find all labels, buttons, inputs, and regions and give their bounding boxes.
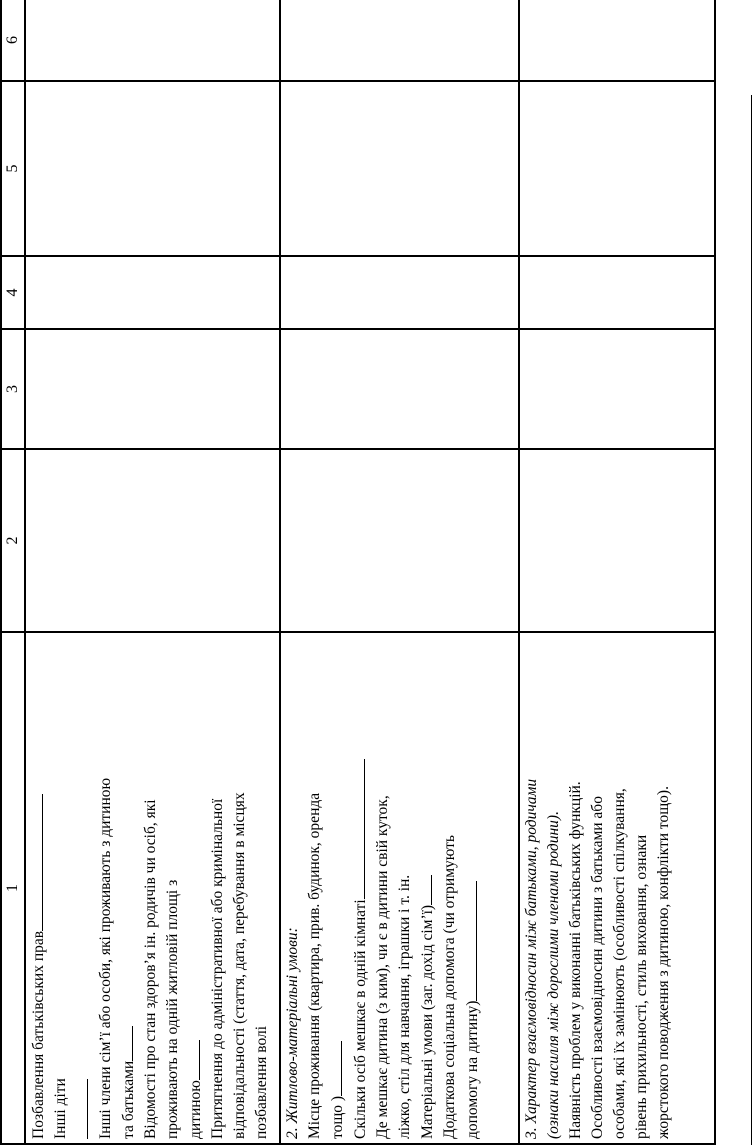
text-line: Інші члени сім’ї або особи, які проживають з дитиною — [97, 777, 114, 1139]
text-line: Притягнення до адміністративної або кримінальної — [209, 798, 226, 1139]
section-2-title: 2. Житлово-матеріальні умови: — [284, 927, 301, 1139]
blank-cell[interactable] — [519, 449, 715, 632]
text-line: та батьками — [117, 639, 140, 1139]
section-2-text — [280, 632, 519, 1144]
blank-cell[interactable] — [25, 0, 280, 81]
section-3-text — [519, 632, 715, 1144]
section-row-living-conditions — [280, 0, 519, 1144]
column-header-3: 3 — [1, 329, 25, 449]
blank-cell[interactable] — [519, 0, 715, 81]
text-line: ліжко, стіл для навчання, іграшки і т. ін. — [396, 874, 413, 1139]
column-header-6: 6 — [1, 0, 25, 81]
column-header-2: 2 — [1, 449, 25, 632]
text-line: жорстокого поводження з дитиною, конфлікти тощо). — [655, 786, 672, 1139]
text-line: проживають на одній житловій площі з — [164, 879, 181, 1139]
column-header-4: 4 — [1, 256, 25, 329]
text-line: позбавлення волі — [253, 1025, 270, 1139]
text-line: Матеріальні умови (заг. дохід сім’ї) — [416, 639, 439, 1139]
blank-cell[interactable] — [280, 0, 519, 81]
text-line: дитиною — [184, 639, 207, 1139]
blank-cell[interactable] — [280, 449, 519, 632]
column-header-5: 5 — [1, 81, 25, 256]
text-line: Відомості про стан здоров’я ін. родичів чи осіб, які — [142, 799, 159, 1139]
column-header-1: 1 — [1, 632, 25, 1144]
section-3-title: 3. Характер взаємовідносин між батьками, родичами — [523, 778, 540, 1139]
blank-cell[interactable] — [25, 256, 280, 329]
text-line: Місце проживання (квартира, прив. будинок, оренда — [306, 792, 323, 1139]
blank-cell[interactable] — [280, 329, 519, 449]
text-line: допомогу на дитину) — [461, 639, 484, 1139]
text-line — [72, 639, 95, 1139]
header-row — [1, 0, 25, 1144]
blank-cell[interactable] — [519, 329, 715, 449]
text-line: тощо ) — [326, 639, 349, 1139]
text-line: Особливості взаємовідносин дитини з батьками або — [589, 796, 606, 1139]
text-line: Наявність проблем у виконанні батьківських функцій. — [567, 781, 584, 1139]
blank-cell[interactable] — [25, 449, 280, 632]
text-line: Додаткова соціальна допомога (чи отримують — [441, 835, 458, 1139]
blank-cell[interactable] — [280, 256, 519, 329]
blank-cell[interactable] — [25, 81, 280, 256]
text-line: особами, які їх замінюють (особливості спілкування, — [611, 788, 628, 1139]
text-line: Скільки осіб мешкає в одній кімнаті — [349, 639, 372, 1139]
section-3-subtitle: (ознаки насилля між дорослими членами родини). — [545, 811, 562, 1139]
section-row-relationships — [519, 0, 715, 1144]
blank-cell[interactable] — [25, 329, 280, 449]
blank-cell[interactable] — [519, 81, 715, 256]
text-line: Інші діти — [52, 1078, 69, 1139]
blank-cell[interactable] — [280, 81, 519, 256]
text-line: Де мешкає дитина (з ким), чи є в дитини свій куток, — [374, 795, 391, 1139]
section-row-family — [25, 0, 280, 1144]
text-line: рівень прихильності, стиль виховання, ознаки — [633, 834, 650, 1139]
text-line: відповідальності (стаття, дата, перебування в місцях — [231, 792, 248, 1139]
text-line: Позбавлення батьківських прав — [27, 639, 50, 1139]
blank-cell[interactable] — [519, 256, 715, 329]
section-1-text — [25, 632, 280, 1144]
